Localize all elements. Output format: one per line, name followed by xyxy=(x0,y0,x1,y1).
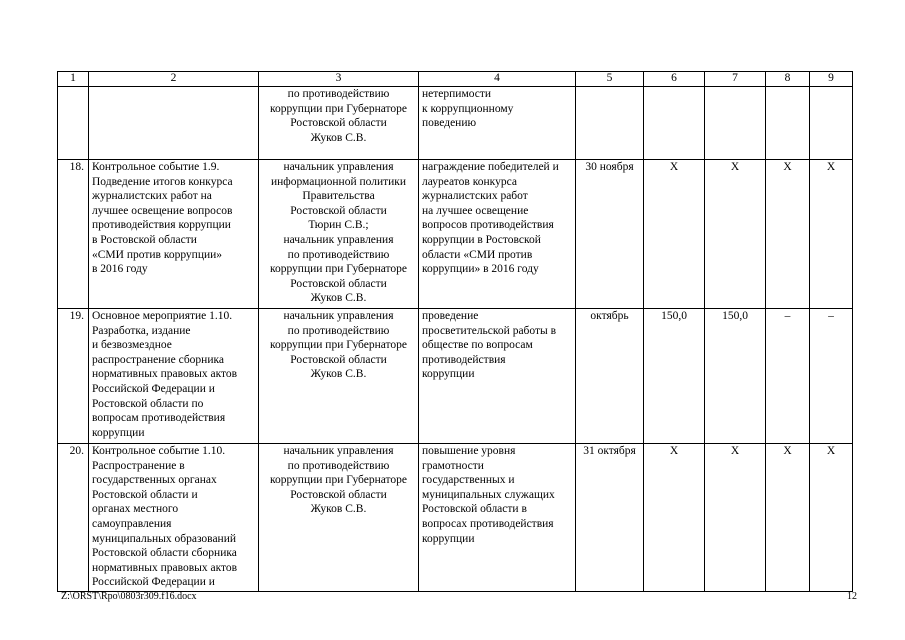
column-header-3: 3 xyxy=(259,72,419,87)
cell-line: коррупции при Губернаторе xyxy=(269,263,408,276)
col8-cell: Х xyxy=(766,160,810,309)
cell-line: Жуков С.В. xyxy=(310,292,367,305)
cell-line: лучшее освещение вопросов xyxy=(92,204,233,217)
responsible-cell xyxy=(259,444,419,592)
cell-line: муниципальных служащих xyxy=(422,488,555,501)
cell-line: по противодействию xyxy=(287,248,390,261)
cell-line: коррупции при Губернаторе xyxy=(269,339,408,352)
result-cell xyxy=(419,444,576,592)
cell-line: нетерпимости xyxy=(422,88,492,100)
column-header-1: 1 xyxy=(58,72,89,87)
col7-cell: 150,0 xyxy=(705,309,766,444)
file-path: Z:\ORST\Rpo\0803r309.f16.docx xyxy=(61,591,197,602)
col9-cell: – xyxy=(810,309,853,444)
cell-line: самоуправления xyxy=(92,517,172,530)
table-body xyxy=(58,87,853,592)
cell-line: Жуков С.В. xyxy=(310,368,367,381)
cell-line: награждение победителей и xyxy=(422,161,559,173)
col6-cell: 150,0 xyxy=(644,309,705,444)
cell-line: поведению xyxy=(422,117,477,130)
cell-line: начальник управления xyxy=(283,310,394,322)
col8-cell: – xyxy=(766,309,810,444)
col6-cell xyxy=(644,87,705,160)
header-row xyxy=(58,72,853,87)
col9-cell: Х xyxy=(810,444,853,592)
cell-line: повышение уровня xyxy=(422,445,516,457)
cell-line: Ростовской области по xyxy=(92,397,204,410)
column-header-4: 4 xyxy=(419,72,576,87)
row-number-cell xyxy=(58,87,89,160)
cell-line: вопросов противодействия xyxy=(422,219,554,232)
cell-line: обществе по вопросам xyxy=(422,339,533,352)
cell-line: Ростовской области xyxy=(290,204,387,217)
cell-line: Тюрин С.В.; xyxy=(308,219,369,232)
cell-line: Ростовской области сборника xyxy=(92,547,237,560)
responsible-cell xyxy=(259,87,419,160)
column-header-9: 9 xyxy=(810,72,853,87)
table-row xyxy=(58,160,853,309)
col9-cell xyxy=(810,87,853,160)
cell-line: и безвозмездное xyxy=(92,339,172,352)
cell-line: коррупции xyxy=(422,368,475,381)
cell-line: коррупции при Губернаторе xyxy=(269,102,408,115)
cell-line: грамотности xyxy=(422,459,484,472)
cell-line: Ростовской области xyxy=(290,488,387,501)
result-cell xyxy=(419,160,576,309)
cell-line: в Ростовской области xyxy=(92,233,197,246)
cell-line: Подведение итогов конкурса xyxy=(92,175,233,188)
date-cell: октябрь xyxy=(576,309,644,444)
cell-line: органах местного xyxy=(92,503,179,516)
cell-line: Российской Федерации и xyxy=(92,382,215,395)
cell-line: журналистских работ на xyxy=(92,190,212,203)
cell-line: коррупции в Ростовской xyxy=(422,233,541,246)
column-header-5: 5 xyxy=(576,72,644,87)
plan-table xyxy=(57,71,853,592)
cell-line: начальник управления xyxy=(283,233,394,246)
event-cell xyxy=(89,444,259,592)
responsible-cell xyxy=(259,160,419,309)
cell-line: начальник управления xyxy=(283,445,394,457)
cell-line: начальник управления xyxy=(283,161,394,173)
cell-line: Контрольное событие 1.9. xyxy=(92,161,220,173)
cell-line: вопросах противодействия xyxy=(422,517,554,530)
table-row xyxy=(58,309,853,444)
event-cell xyxy=(89,309,259,444)
cell-line: «СМИ против коррупции» xyxy=(92,248,223,261)
cell-line: нормативных правовых актов xyxy=(92,368,238,381)
cell-line: Ростовской области в xyxy=(422,503,527,516)
row-number-cell: 18. xyxy=(58,160,89,309)
col8-cell: Х xyxy=(766,444,810,592)
cell-line: лауреатов конкурса xyxy=(422,175,517,188)
cell-line: информационной политики xyxy=(270,175,407,188)
table-row xyxy=(58,87,853,160)
cell-line: Ростовской области и xyxy=(92,488,198,501)
cell-line: по противодействию xyxy=(287,459,390,472)
column-header-7: 7 xyxy=(705,72,766,87)
cell-line: распространение сборника xyxy=(92,353,224,366)
cell-line: журналистских работ xyxy=(422,190,528,203)
cell-line: нормативных правовых актов xyxy=(92,561,238,574)
cell-line: по противодействию xyxy=(287,324,390,337)
column-header-2: 2 xyxy=(89,72,259,87)
date-cell: 30 ноября xyxy=(576,160,644,309)
cell-line: Основное мероприятие 1.10. xyxy=(92,310,233,322)
cell-line: противодействия xyxy=(422,353,506,366)
col8-cell xyxy=(766,87,810,160)
responsible-cell xyxy=(259,309,419,444)
cell-line: Правительства xyxy=(302,190,375,203)
cell-line: в 2016 году xyxy=(92,263,148,276)
cell-line: Ростовской области xyxy=(290,117,387,130)
event-cell xyxy=(89,87,259,160)
cell-line: коррупции xyxy=(92,426,145,439)
page-number: 12 xyxy=(847,591,857,602)
event-cell xyxy=(89,160,259,309)
col7-cell: Х xyxy=(705,444,766,592)
cell-line: по противодействию xyxy=(287,88,390,100)
cell-line: Жуков С.В. xyxy=(310,131,367,144)
cell-line: просветительской работы в xyxy=(422,324,557,337)
date-cell: 31 октября xyxy=(576,444,644,592)
date-cell xyxy=(576,87,644,160)
cell-line: Распространение в xyxy=(92,459,185,472)
cell-line: Ростовской области xyxy=(290,277,387,290)
col7-cell: Х xyxy=(705,160,766,309)
cell-line: муниципальных образований xyxy=(92,532,237,545)
cell-line: Ростовской области xyxy=(290,353,387,366)
col6-cell: Х xyxy=(644,444,705,592)
cell-line: к коррупционному xyxy=(422,102,514,115)
column-header-6: 6 xyxy=(644,72,705,87)
cell-line: коррупции xyxy=(422,532,475,545)
cell-line: Контрольное событие 1.10. xyxy=(92,445,226,457)
col6-cell: Х xyxy=(644,160,705,309)
cell-line: коррупции» в 2016 году xyxy=(422,263,539,276)
cell-line: области «СМИ против xyxy=(422,248,533,261)
col9-cell: Х xyxy=(810,160,853,309)
cell-line: противодействия коррупции xyxy=(92,219,231,232)
column-header-8: 8 xyxy=(766,72,810,87)
cell-line: государственных органах xyxy=(92,474,217,487)
cell-line: проведение xyxy=(422,310,479,322)
row-number-cell: 20. xyxy=(58,444,89,592)
result-cell xyxy=(419,309,576,444)
cell-line: Разработка, издание xyxy=(92,324,191,337)
cell-line: Российской Федерации и xyxy=(92,576,215,589)
table-row xyxy=(58,444,853,592)
cell-line: Жуков С.В. xyxy=(310,503,367,516)
cell-line: коррупции при Губернаторе xyxy=(269,474,408,487)
cell-line: вопросам противодействия xyxy=(92,412,226,425)
cell-line: на лучшее освещение xyxy=(422,204,529,217)
col7-cell xyxy=(705,87,766,160)
cell-line: государственных и xyxy=(422,474,515,487)
row-number-cell: 19. xyxy=(58,309,89,444)
result-cell xyxy=(419,87,576,160)
